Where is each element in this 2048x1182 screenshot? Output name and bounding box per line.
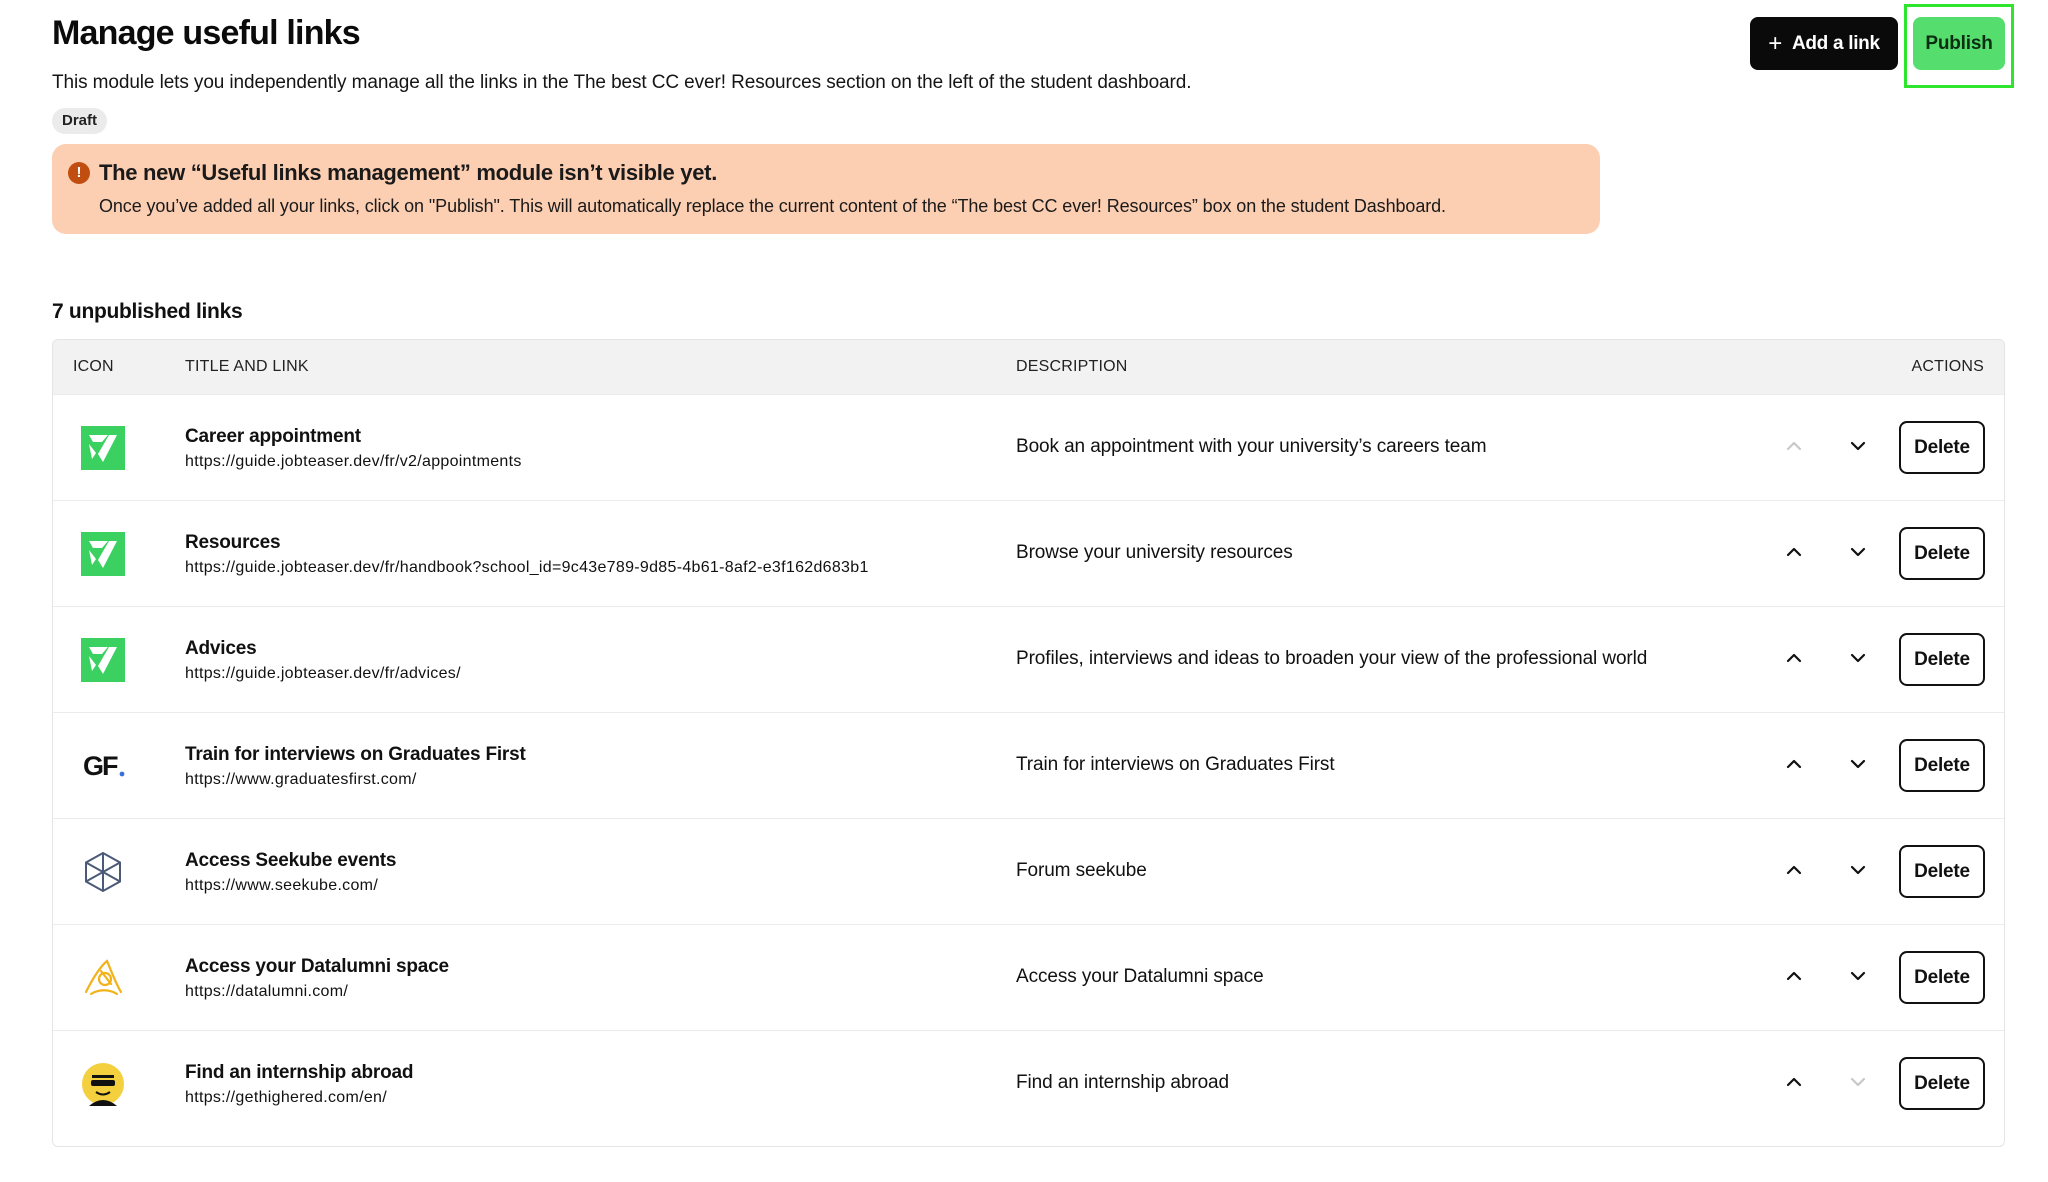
- jobteaser-logo-icon: [81, 426, 125, 470]
- table-row: [53, 394, 2004, 500]
- chevron-up-icon: [1784, 966, 1804, 991]
- link-url: https://www.graduatesfirst.com/: [185, 771, 417, 788]
- move-up-button[interactable]: [1779, 1069, 1809, 1099]
- chevron-up-icon: [1784, 1072, 1804, 1097]
- add-link-button[interactable]: [1750, 17, 1898, 70]
- table-header: [53, 340, 2004, 394]
- column-header-title-and-link: TITLE AND LINK: [185, 358, 309, 375]
- delete-button[interactable]: Delete: [1899, 1057, 1985, 1110]
- link-description: Browse your university resources: [1016, 542, 1293, 563]
- table-row: [53, 1030, 2004, 1136]
- link-description: Book an appointment with your university’s careers team: [1016, 436, 1487, 457]
- move-up-button[interactable]: [1779, 857, 1809, 887]
- table-row: [53, 924, 2004, 1030]
- move-down-button[interactable]: [1843, 1069, 1873, 1099]
- move-down-button[interactable]: [1843, 645, 1873, 675]
- move-down-button[interactable]: [1843, 963, 1873, 993]
- link-url: https://guide.jobteaser.dev/fr/advices/: [185, 665, 461, 682]
- link-url: https://guide.jobteaser.dev/fr/v2/appointments: [185, 453, 522, 470]
- link-title: Advices: [185, 638, 257, 659]
- move-up-button[interactable]: [1779, 433, 1809, 463]
- chevron-down-icon: [1848, 966, 1868, 991]
- delete-button[interactable]: Delete: [1899, 633, 1985, 686]
- alert-text: Once you’ve added all your links, click on "Publish". This will automatically replace the current content of the “The best CC ever! Resources” box on the student Dashboard.: [99, 196, 1446, 216]
- alert-title: The new “Useful links management” module isn’t visible yet.: [99, 160, 718, 185]
- datalumni-logo-icon: [81, 956, 125, 1000]
- chevron-down-icon: [1848, 860, 1868, 885]
- page-description: This module lets you independently manage all the links in the The best CC ever! Resources section on the left of the student dashboard.: [52, 72, 1192, 93]
- delete-button[interactable]: Delete: [1899, 951, 1985, 1004]
- table-row: [53, 606, 2004, 712]
- delete-button[interactable]: Delete: [1899, 739, 1985, 792]
- column-header-icon: ICON: [73, 358, 114, 375]
- seekube-logo-icon: [81, 850, 125, 894]
- table-row: [53, 818, 2004, 924]
- add-link-label: Add a link: [1791, 32, 1880, 54]
- link-description: Access your Datalumni space: [1016, 966, 1264, 987]
- link-description: Train for interviews on Graduates First: [1016, 754, 1335, 775]
- chevron-down-icon: [1848, 1072, 1868, 1097]
- link-url: https://guide.jobteaser.dev/fr/handbook?school_id=9c43e789-9d85-4b61-8af2-e3f162d683b1: [185, 559, 869, 576]
- move-up-button[interactable]: [1779, 751, 1809, 781]
- link-title: Find an internship abroad: [185, 1062, 414, 1083]
- link-title: Resources: [185, 532, 281, 553]
- jobteaser-logo-icon: [81, 638, 125, 682]
- move-down-button[interactable]: [1843, 751, 1873, 781]
- plus-icon: +: [1768, 29, 1782, 57]
- table-row: [53, 500, 2004, 606]
- move-down-button[interactable]: [1843, 857, 1873, 887]
- graduates-first-logo-icon: [81, 744, 125, 788]
- move-down-button[interactable]: [1843, 539, 1873, 569]
- publish-button[interactable]: Publish: [1913, 17, 2005, 70]
- status-badge: Draft: [52, 108, 107, 134]
- delete-button[interactable]: Delete: [1899, 421, 1985, 474]
- chevron-up-icon: [1784, 542, 1804, 567]
- link-description: Find an internship abroad: [1016, 1072, 1229, 1093]
- chevron-down-icon: [1848, 542, 1868, 567]
- info-alert: [52, 144, 1600, 234]
- delete-button[interactable]: Delete: [1899, 845, 1985, 898]
- delete-button[interactable]: Delete: [1899, 527, 1985, 580]
- move-up-button[interactable]: [1779, 539, 1809, 569]
- chevron-down-icon: [1848, 754, 1868, 779]
- chevron-up-icon: [1784, 648, 1804, 673]
- move-down-button[interactable]: [1843, 433, 1873, 463]
- column-header-actions: ACTIONS: [1911, 358, 1984, 375]
- link-title: Access your Datalumni space: [185, 956, 449, 977]
- exclamation-icon: !: [68, 162, 90, 184]
- link-description: Profiles, interviews and ideas to broaden your view of the professional world: [1016, 648, 1648, 669]
- chevron-up-icon: [1784, 436, 1804, 461]
- link-title: Access Seekube events: [185, 850, 397, 871]
- link-description: Forum seekube: [1016, 860, 1147, 881]
- chevron-down-icon: [1848, 648, 1868, 673]
- column-header-description: DESCRIPTION: [1016, 358, 1128, 375]
- link-url: https://datalumni.com/: [185, 983, 349, 1000]
- link-url: https://gethighered.com/en/: [185, 1089, 387, 1106]
- move-up-button[interactable]: [1779, 645, 1809, 675]
- move-up-button[interactable]: [1779, 963, 1809, 993]
- link-title: Career appointment: [185, 426, 361, 447]
- chevron-up-icon: [1784, 860, 1804, 885]
- table-row: [53, 712, 2004, 818]
- jobteaser-logo-icon: [81, 532, 125, 576]
- svg-text:GF: GF: [83, 751, 117, 781]
- section-title: 7 unpublished links: [52, 300, 243, 323]
- link-title: Train for interviews on Graduates First: [185, 744, 526, 765]
- chevron-up-icon: [1784, 754, 1804, 779]
- gethighered-logo-icon: [81, 1062, 125, 1106]
- chevron-down-icon: [1848, 436, 1868, 461]
- link-url: https://www.seekube.com/: [185, 877, 379, 894]
- links-table: [52, 339, 2005, 1147]
- page-title: Manage useful links: [52, 14, 360, 52]
